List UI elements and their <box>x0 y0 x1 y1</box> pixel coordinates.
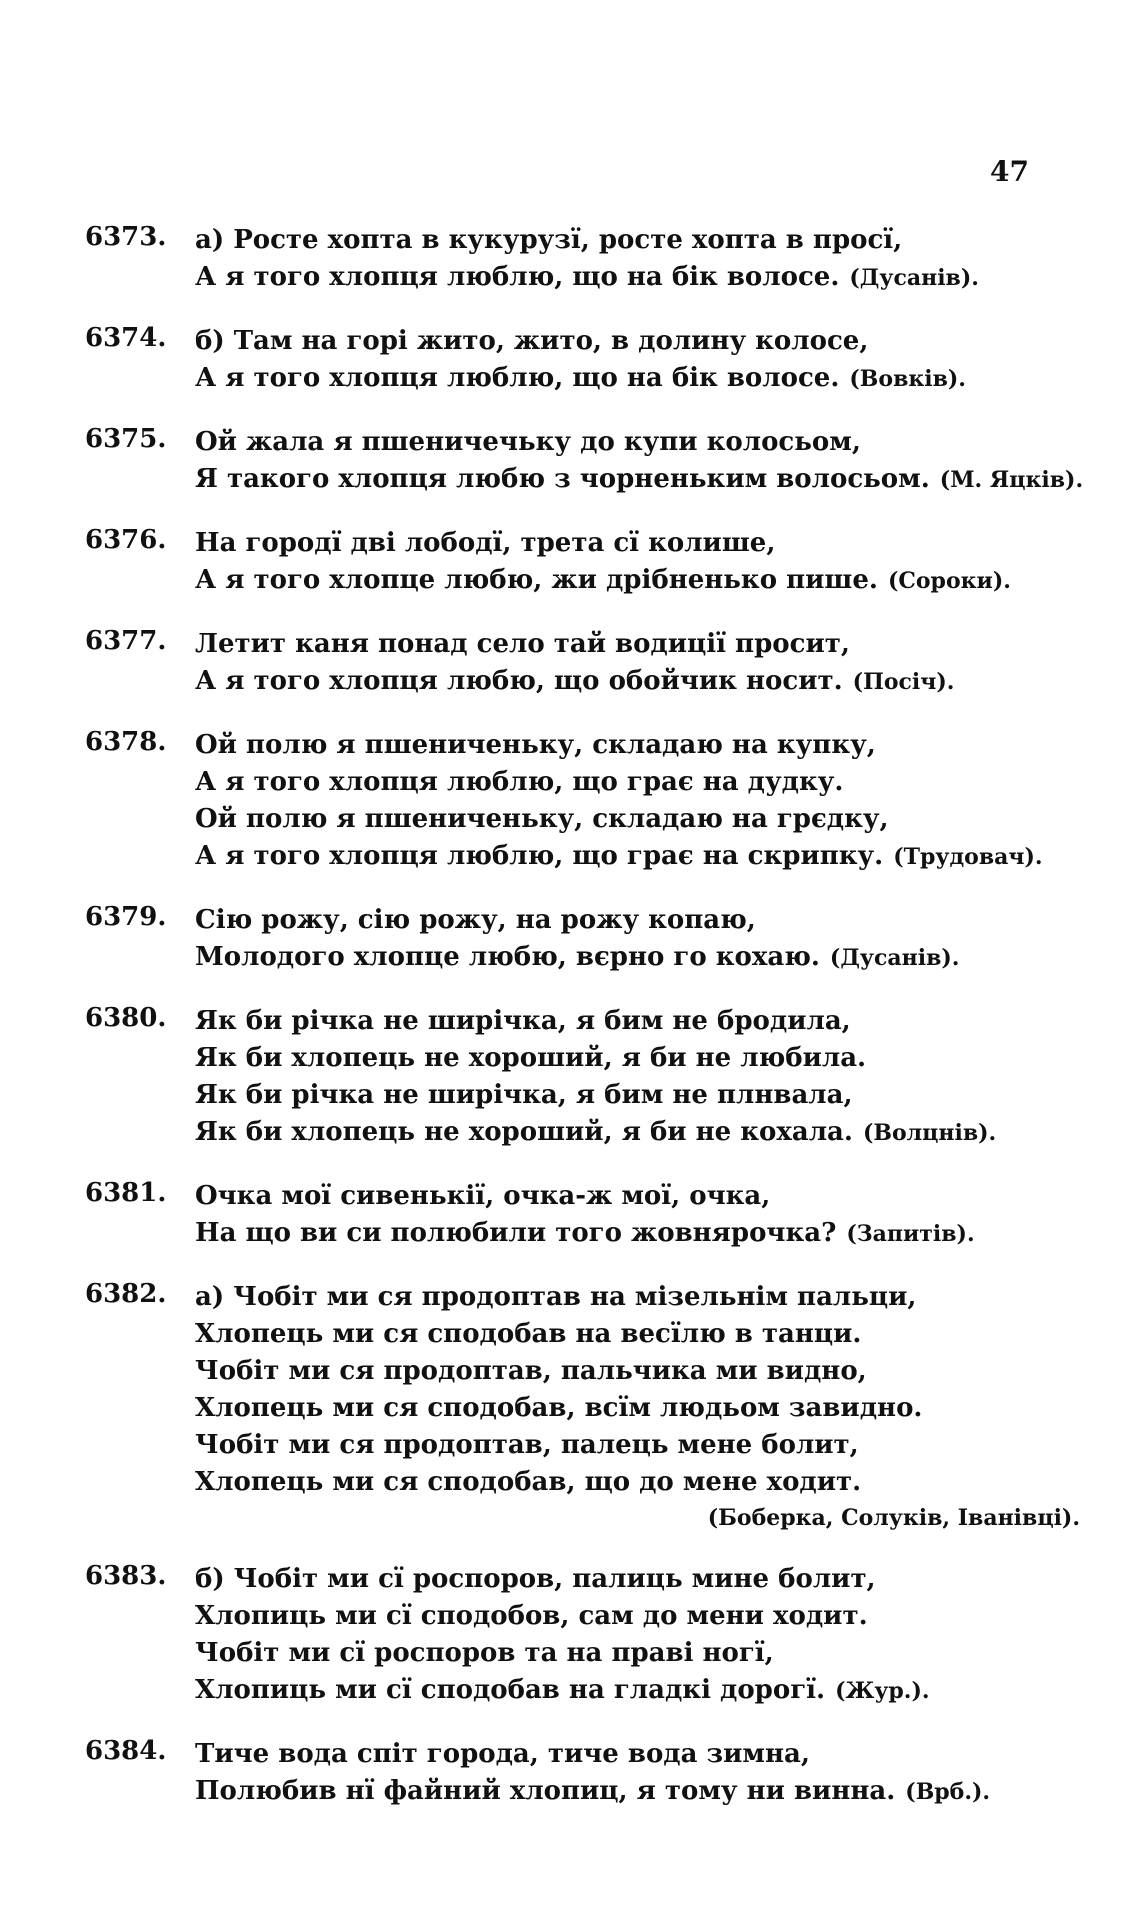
verse-lines <box>195 902 1105 977</box>
entry-number: 6377. <box>85 626 167 656</box>
entry-number: 6382. <box>85 1279 167 1309</box>
verse-lines <box>195 424 1105 499</box>
verse-entry <box>85 1003 1105 1152</box>
verse-line <box>195 1635 1105 1672</box>
verse-line <box>195 1736 1105 1773</box>
entry-number: 6374. <box>85 323 167 353</box>
verse-line-text: А я того хлопця любю, що обойчик носит. <box>195 666 843 696</box>
verse-line-text: А я того хлопця люблю, що грає на скрипку. <box>195 841 884 871</box>
verse-line-text: б) Там на горі жито, жито, в долину колосе, <box>195 326 869 356</box>
verse-line <box>195 323 1105 360</box>
verse-line-text: Як би річка не ширічка, я бим не плнвала, <box>195 1080 853 1110</box>
verse-line <box>195 424 1105 461</box>
verse-line-text: Очка мої сивенькії, очка-ж мої, очка, <box>195 1181 771 1211</box>
source-attribution: (Дусанів). <box>829 945 960 971</box>
verse-entry <box>85 727 1105 876</box>
verse-line-text: б) Чобіт ми сї роспоров, палиць мине болит, <box>195 1564 876 1594</box>
verse-line-text: Тиче вода спіт города, тиче вода зимна, <box>195 1739 810 1769</box>
verse-entry <box>85 1561 1105 1710</box>
verse-line <box>195 222 1105 259</box>
verse-line <box>195 461 1105 499</box>
source-attribution: (Волцнів). <box>862 1120 997 1146</box>
verse-line-text: Як би хлопець не хороший, я би не кохала. <box>195 1117 853 1147</box>
source-attribution: (Посіч). <box>852 669 955 695</box>
verse-line <box>195 1316 1105 1353</box>
entry-number: 6376. <box>85 525 167 555</box>
verse-line-text: А я того хлопця люблю, що на бік волосе. <box>195 363 840 393</box>
verse-lines <box>195 1561 1105 1710</box>
verse-lines <box>195 1279 1105 1535</box>
verse-line-text: Молодого хлопце любю, вєрно го кохаю. <box>195 942 820 972</box>
verse-line <box>195 939 1105 977</box>
verse-entry <box>85 525 1105 600</box>
entry-number: 6378. <box>85 727 167 757</box>
entry-number: 6384. <box>85 1736 167 1766</box>
verse-line-text: Я такого хлопця любю з чорненьким волосьом. <box>195 464 930 494</box>
verse-line <box>195 1464 1105 1501</box>
verse-line <box>195 1077 1105 1114</box>
verse-line <box>195 1178 1105 1215</box>
verse-line-text: На городї дві лободї, трета сї колише, <box>195 528 776 558</box>
entry-number: 6383. <box>85 1561 167 1591</box>
verse-line-text: А я того хлопце любю, жи дрібненько пише. <box>195 565 878 595</box>
verse-line-text: Ой полю я пшениченьку, складаю на купку, <box>195 730 876 760</box>
verse-lines <box>195 222 1105 297</box>
verse-lines <box>195 323 1105 398</box>
source-attribution: (Запитів). <box>846 1221 975 1247</box>
verse-line <box>195 1390 1105 1427</box>
source-attribution: (Вовків). <box>849 366 966 392</box>
verse-line <box>195 663 1105 701</box>
source-attribution: (М. Яцків). <box>939 467 1084 493</box>
verse-entries <box>85 222 1105 1837</box>
verse-lines <box>195 1003 1105 1152</box>
source-attribution: (Врб.). <box>905 1779 991 1805</box>
verse-entry <box>85 424 1105 499</box>
entry-number: 6373. <box>85 222 167 252</box>
verse-line-text: Хлопиць ми сї сподобав на гладкі дорогї. <box>195 1675 826 1705</box>
verse-line-text: Як би хлопець не хороший, я би не любила. <box>195 1043 867 1073</box>
verse-line-text: Хлопець ми ся сподобав, що до мене ходит. <box>195 1467 862 1497</box>
source-attribution: (Боберка, Солуків, Іванівці). <box>707 1505 1080 1531</box>
verse-line-text: Сію рожу, сію рожу, на рожу копаю, <box>195 905 756 935</box>
entry-number: 6380. <box>85 1003 167 1033</box>
verse-line <box>195 1114 1105 1152</box>
verse-line-text: а) Росте хопта в кукурузї, росте хопта в просї, <box>195 225 903 255</box>
verse-line <box>195 727 1105 764</box>
page-number: 47 <box>990 155 1029 188</box>
verse-lines <box>195 1736 1105 1811</box>
verse-line <box>195 626 1105 663</box>
verse-line-text: Летит каня понад село тай водиції просит, <box>195 629 850 659</box>
verse-line <box>195 1353 1105 1390</box>
verse-line-text: Хлопець ми ся сподобав, всїм людьом завидно. <box>195 1393 923 1423</box>
source-attribution: (Сороки). <box>887 568 1011 594</box>
verse-entry <box>85 1736 1105 1811</box>
verse-line-text: Чобіт ми сї роспоров та на праві ногї, <box>195 1638 774 1668</box>
verse-line-text: Як би річка не ширічка, я бим не бродила, <box>195 1006 851 1036</box>
verse-line-text: Хлопець ми ся сподобав на весїлю в танци. <box>195 1319 862 1349</box>
verse-entry <box>85 1178 1105 1253</box>
verse-line <box>195 525 1105 562</box>
verse-line <box>195 360 1105 398</box>
verse-line <box>195 1561 1105 1598</box>
verse-entry <box>85 323 1105 398</box>
verse-lines <box>195 626 1105 701</box>
verse-line <box>195 1215 1105 1253</box>
verse-line <box>195 838 1105 876</box>
verse-line <box>195 902 1105 939</box>
verse-line-text: Ой полю я пшениченьку, складаю на грєдку, <box>195 804 889 834</box>
verse-line-text: Чобіт ми ся продоптав, пальчика ми видно, <box>195 1356 867 1386</box>
verse-lines <box>195 1178 1105 1253</box>
verse-entry <box>85 222 1105 297</box>
verse-line <box>195 1279 1105 1316</box>
verse-line-text: Ой жала я пшеничечьку до купи колосьом, <box>195 427 861 457</box>
entry-number: 6379. <box>85 902 167 932</box>
verse-line-text: а) Чобіт ми ся продоптав на мізельнім пальци, <box>195 1282 917 1312</box>
verse-line <box>195 764 1105 801</box>
verse-entry <box>85 902 1105 977</box>
verse-line <box>195 1427 1105 1464</box>
verse-line <box>195 1003 1105 1040</box>
verse-lines <box>195 525 1105 600</box>
verse-lines <box>195 727 1105 876</box>
verse-line <box>195 1598 1105 1635</box>
source-attribution: (Жур.). <box>835 1678 930 1704</box>
verse-entry <box>85 1279 1105 1535</box>
verse-entry <box>85 626 1105 701</box>
verse-line-text: Полюбив нї файний хлопиц, я тому ни винна. <box>195 1776 896 1806</box>
verse-line <box>195 259 1105 297</box>
verse-line-text: Хлопиць ми сї сподобов, сам до мени ходит. <box>195 1601 868 1631</box>
verse-line <box>195 1040 1105 1077</box>
source-attribution: (Трудовач). <box>893 844 1043 870</box>
verse-line-text: А я того хлопця люблю, що на бік волосе. <box>195 262 840 292</box>
verse-line <box>195 1773 1105 1811</box>
entry-number: 6375. <box>85 424 167 454</box>
verse-line-text: Чобіт ми ся продоптав, палець мене болит, <box>195 1430 859 1460</box>
verse-line-text: А я того хлопця люблю, що грає на дудку. <box>195 767 844 797</box>
verse-line <box>195 801 1105 838</box>
source-attribution: (Дусанів). <box>849 265 979 291</box>
verse-line <box>195 562 1105 600</box>
entry-number: 6381. <box>85 1178 167 1208</box>
verse-line-text: На що ви си полюбили того жовнярочка? <box>195 1218 837 1248</box>
verse-line <box>195 1672 1105 1710</box>
